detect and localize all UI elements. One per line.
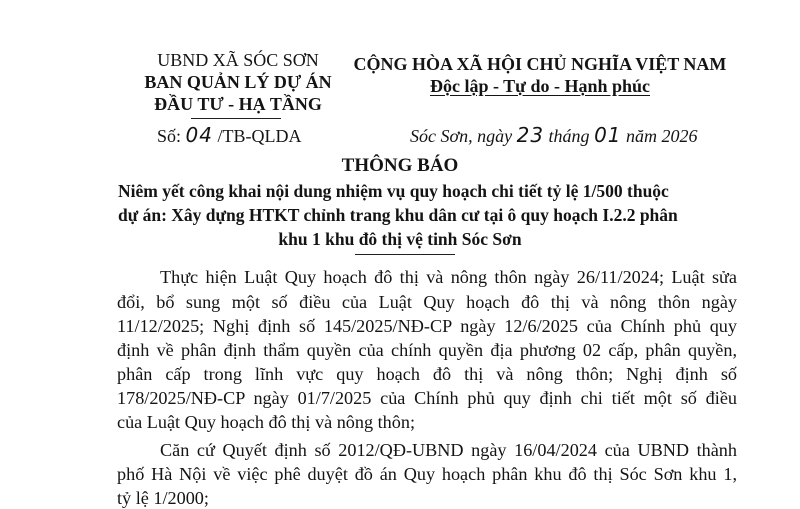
date-month-handwritten: 01 [594,123,622,147]
paragraph-line: phân cấp trong lĩnh vực quy hoạch đô thị và nông thôn; Nghị định số [117,364,737,384]
paragraph-line: định về phân định thẩm quyền của chính quyền địa phương 02 cấp, phân quyền, [117,340,737,360]
paragraph-line: của Luật Quy hoạch đô thị và nông thôn; [117,412,416,432]
date-mid: tháng [544,126,595,146]
commune-name: UBND XÃ SÓC SƠN [157,50,319,70]
paragraph-line: đổi, bổ sung một số điều của Luật Quy hoạch đô thị và nông thôn ngày [117,292,737,312]
notice-subtitle-line: khu 1 khu đô thị vệ tinh Sóc Sơn [278,229,522,249]
document-number-suffix: /TB-QLDA [212,126,302,146]
date-suffix: năm 2026 [621,126,698,146]
paragraph-line: tỷ lệ 1/2000; [117,488,209,508]
document-number-prefix: Số: [157,126,186,146]
paragraph-line: 178/2025/NĐ-CP ngày 01/7/2025 của Chính phủ quy định chi tiết một số điều [117,388,737,408]
subtitle-underline [355,254,455,255]
paragraph-line: phố Hà Nội về việc phê duyệt đồ án Quy hoạch phân khu đô thị Sóc Sơn khu 1, [117,464,737,484]
date-day-handwritten: 23 [516,123,545,147]
notice-title: THÔNG BÁO [341,155,459,176]
paragraph-line: 11/12/2025; Nghị định số 145/2025/NĐ-CP ngày 12/6/2025 của Chính phủ quy [117,316,737,336]
notice-subtitle-line: Niêm yết công khai nội dung nhiệm vụ quy hoạch chi tiết tỷ lệ 1/500 thuộc [118,181,669,201]
agency-name-line2: ĐẦU TƯ - HẠ TẦNG [154,94,322,114]
document-number [157,123,301,147]
document-date [410,123,698,147]
agency-name-line1: BAN QUẢN LÝ DỰ ÁN [144,72,332,92]
national-motto [330,76,750,97]
document-number-handwritten: 04 [185,123,213,147]
national-motto-text: Độc lập - Tự do - Hạnh phúc [429,76,651,96]
agency-underline [191,118,281,119]
national-title: CỘNG HÒA XÃ HỘI CHỦ NGHĨA VIỆT NAM [353,54,727,74]
paragraph-line: Căn cứ Quyết định số 2012/QĐ-UBND ngày 16/04/2024 của UBND thành [160,440,737,460]
date-prefix: Sóc Sơn, ngày [410,126,517,146]
notice-subtitle-line: dự án: Xây dựng HTKT chỉnh trang khu dân cư tại ô quy hoạch I.2.2 phân [118,205,678,225]
paragraph-line: Thực hiện Luật Quy hoạch đô thị và nông thôn ngày 26/11/2024; Luật sửa [160,267,737,287]
